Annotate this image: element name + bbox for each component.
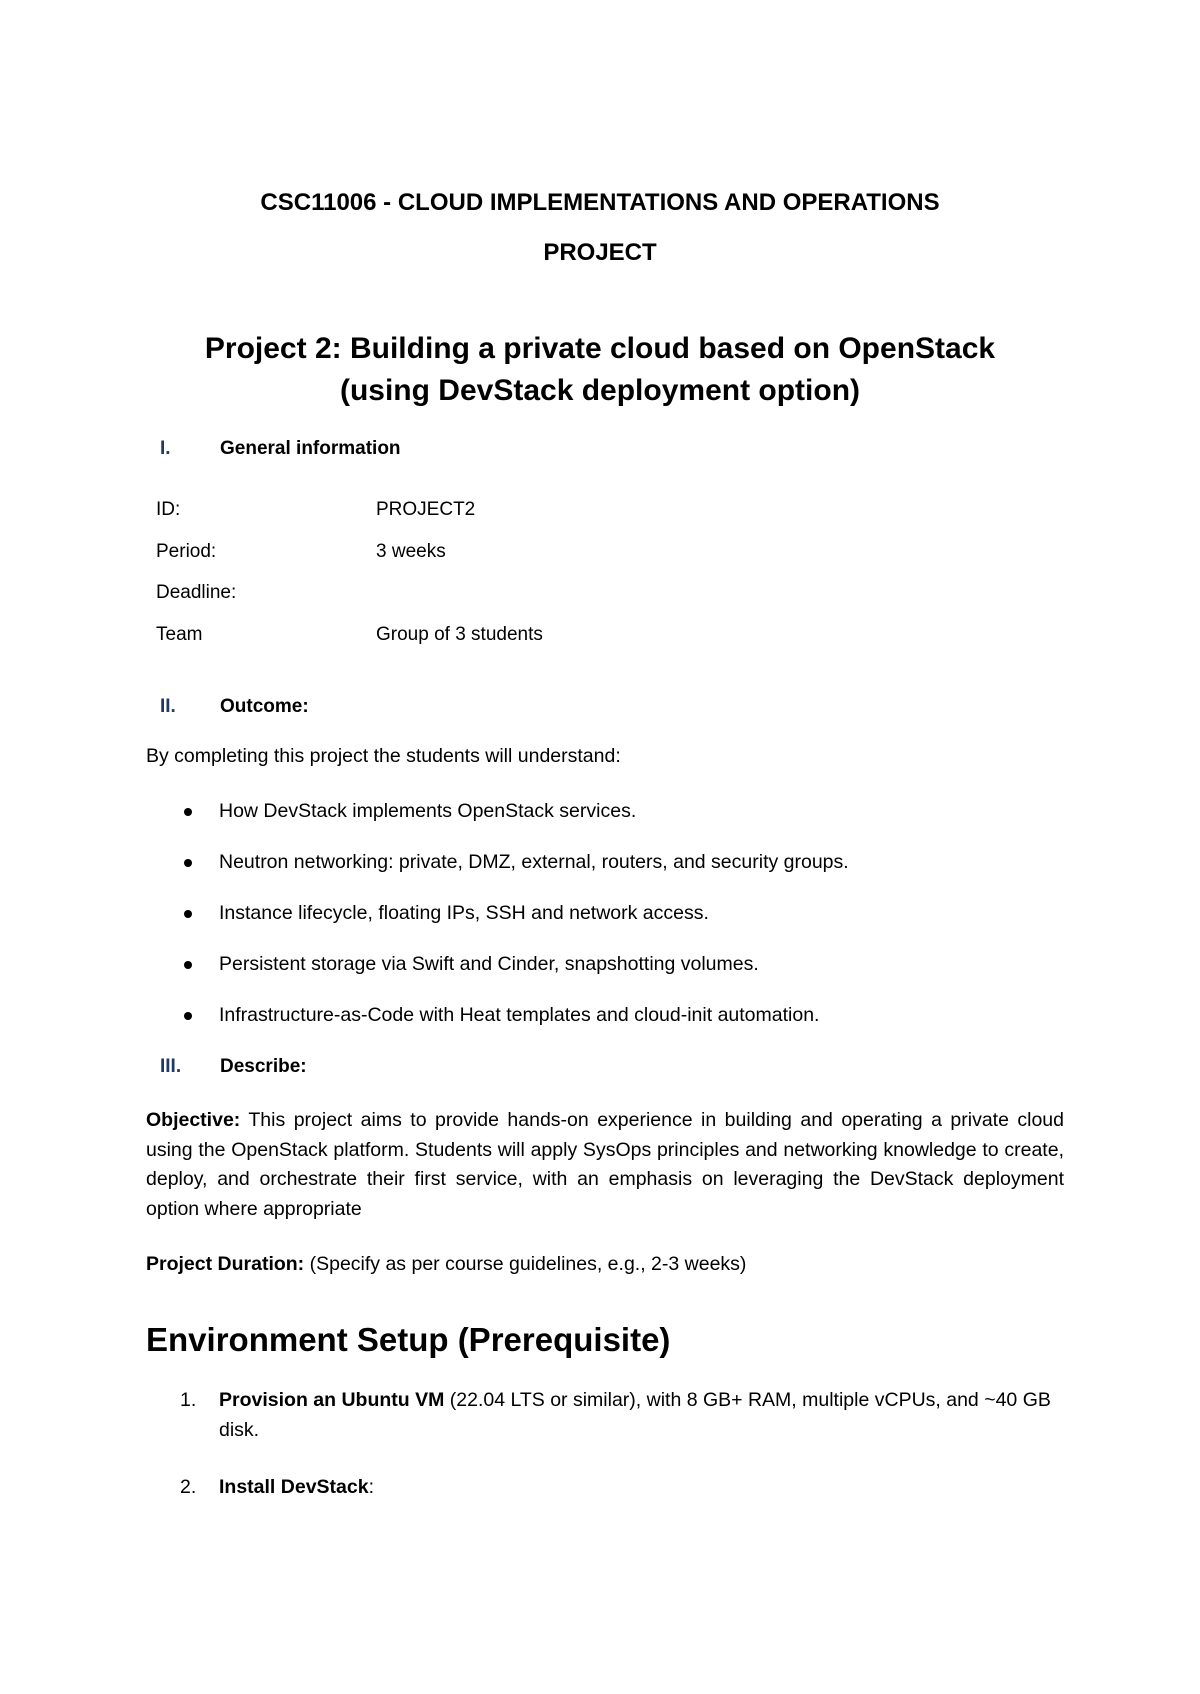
bullet-icon <box>184 1012 192 1020</box>
duration-text: (Specify as per course guidelines, e.g., 2-3 weeks) <box>304 1253 747 1275</box>
info-label: Deadline: <box>156 582 237 603</box>
course-title-line2: PROJECT <box>543 239 657 266</box>
section-number: II. <box>160 696 176 717</box>
objective-paragraph <box>146 1106 1064 1224</box>
list-item: Persistent storage via Swift and Cinder, snapshotting volumes. <box>182 949 759 979</box>
step-text: : <box>368 1476 374 1498</box>
objective-text: This project aims to provide hands-on experience in building and operating a private cloud using the OpenStack platform. Students will apply SysOps principles and networking knowledge to create, deploy, and orchestrate their first service, with an emphasis on leveraging the DevStack deployment option where appropriate <box>146 1109 1064 1220</box>
step-item <box>180 1386 1060 1445</box>
step-text: (22.04 LTS or similar), with 8 GB+ RAM, multiple vCPUs, and ~40 GB disk. <box>219 1389 1051 1441</box>
section-heading-describe <box>160 1052 307 1082</box>
section-heading-outcome <box>160 692 309 722</box>
course-title-line1: CSC11006 - CLOUD IMPLEMENTATIONS AND OPERATIONS <box>260 189 940 216</box>
info-value: Group of 3 students <box>376 624 543 645</box>
section-title: Outcome: <box>220 696 309 717</box>
project-title-line1: Project 2: Building a private cloud based on OpenStack <box>204 332 996 365</box>
info-value: 3 weeks <box>376 541 446 562</box>
bullet-icon <box>184 808 192 816</box>
section-number: III. <box>160 1056 182 1077</box>
environment-heading: Environment Setup (Prerequisite) <box>146 1321 671 1358</box>
step-number: 2. <box>180 1476 197 1498</box>
project-title-line2: (using DevStack deployment option) <box>339 374 861 407</box>
info-label: Period: <box>156 541 217 562</box>
bullet-icon <box>184 859 192 867</box>
info-row-id <box>156 495 475 525</box>
step-bold: Install DevStack <box>219 1476 369 1498</box>
step-bold: Provision an Ubuntu VM <box>219 1389 445 1411</box>
duration-label: Project Duration: <box>146 1253 305 1275</box>
list-item: Neutron networking: private, DMZ, external, routers, and security groups. <box>182 847 849 877</box>
step-number: 1. <box>180 1389 197 1411</box>
info-label: Team <box>156 624 203 645</box>
list-item: How DevStack implements OpenStack services. <box>182 796 636 826</box>
outcome-intro: By completing this project the students will understand: <box>146 745 621 767</box>
section-heading-general-information <box>160 434 401 464</box>
section-title: Describe: <box>220 1056 307 1077</box>
bullet-icon <box>184 910 192 918</box>
info-value: PROJECT2 <box>376 499 476 520</box>
list-item: Infrastructure-as-Code with Heat templates and cloud-init automation. <box>182 1000 819 1030</box>
section-title: General information <box>220 438 401 459</box>
info-row-team <box>156 620 543 650</box>
objective-label: Objective: <box>146 1109 241 1131</box>
step-item <box>180 1473 1060 1503</box>
section-number: I. <box>160 438 171 459</box>
list-item: Instance lifecycle, floating IPs, SSH and network access. <box>182 898 709 928</box>
info-label: ID: <box>156 499 181 520</box>
duration-paragraph <box>146 1250 1064 1280</box>
bullet-icon <box>184 961 192 969</box>
info-row-deadline <box>156 578 376 608</box>
info-row-period <box>156 537 446 567</box>
